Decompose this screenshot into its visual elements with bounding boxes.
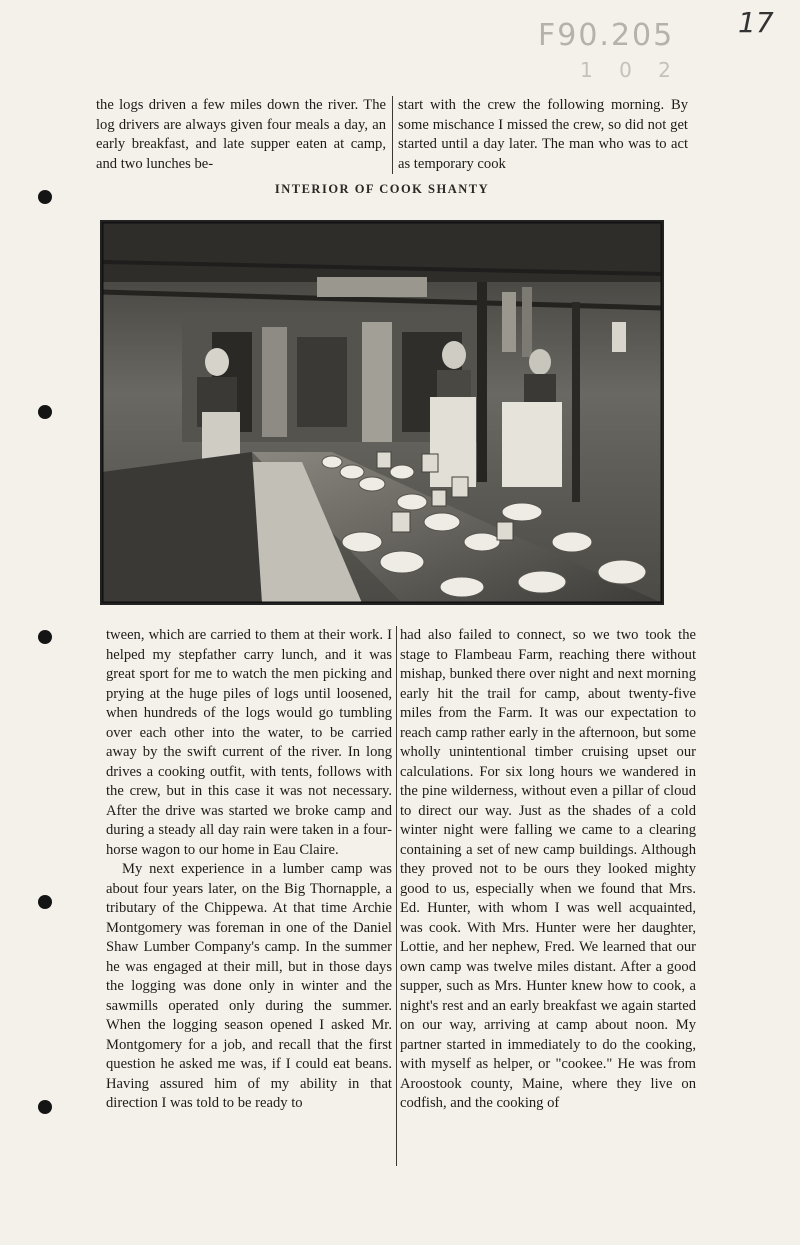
column-rule: [396, 626, 397, 1166]
punch-hole: [38, 630, 52, 644]
column-bottom-left: [106, 626, 392, 1114]
column-top-right: [398, 96, 688, 174]
punch-hole: [38, 405, 52, 419]
column-top-left: [96, 96, 386, 174]
photo-cook-shanty: [100, 220, 664, 605]
paragraph: had also failed to connect, so we two took the stage to Flambeau Farm, reaching there without mishap, bunked there over night and next morning early hit the trail for camp, about twenty-five miles from the Farm. It was our expectation to reach camp rather early in the afternoon, but some wholly unintentional timber cruising upset our calculations. For six long hours we wandered in the pine wilderness, without even a pillar of cloud to direct our way. Just as the shades of a cold winter night were falling we came to a clearing containing a set of new camp buildings. Although they proved not to be ours they looked mighty good to us, especially when we found that Mrs. Ed. Hunter, with whom I was well acquainted, was cook. With Mrs. Hunter were her daughter, Lottie, and her nephew, Fred. We learned that our own camp was twelve miles distant. After a good supper, such as Mrs. Hunter knew how to cook, a night's rest and an early breakfast we again started on our way, arriving at camp about noon. My partner started in immediately to do the cooking, with myself as helper, or "cookee." He was from Aroostook county, Maine, where they live on codfish, and the cooking of: [400, 627, 696, 1111]
column-rule: [392, 96, 393, 174]
column-bottom-right: [400, 626, 696, 1114]
photo-illustration: [102, 222, 662, 603]
paragraph: the logs driven a few miles down the river. The log drivers are always given four meals a day, an early breakfast, and late supper eaten at camp, and two lunches be-: [96, 97, 386, 172]
paragraph: My next experience in a lumber camp was about four years later, on the Big Thornapple, a tributary of the Chippewa. At that time Archie Montgomery was foreman in one of the Daniel Shaw Lumber Company's camp. In the summer he was engaged at their mill, but in those days the logging was done only in winter and the sawmills operated only during the summer. When the logging season opened I asked Mr. Montgomery for a job, and recall that the first question he asked me was, if I could eat beans. Having assured him of my ability in that direction I was told to be ready to: [106, 861, 392, 1111]
paragraph: tween, which are carried to them at their work. I helped my stepfather carry lunch, and it was great sport for me to watch the men picking and prying at the huge piles of logs until loosened, when hundreds of the logs would go tumbling over each other into the water, to be carried away by the swift current of the river. In long drives a cooking outfit, with tents, follows with the crew, but in this case it was not necessary. After the drive was started we broke camp and during a steady all day rain were taken in a four-horse wagon to our home in Eau Claire.: [106, 627, 392, 858]
paragraph: start with the crew the following morning. By some mischance I missed the crew, so did not get started until a day later. The man who was to act as temporary cook: [398, 97, 688, 172]
archive-stamp-sub: 1 0 2: [580, 58, 681, 82]
archive-stamp: F90.205: [538, 18, 675, 53]
punch-hole: [38, 895, 52, 909]
page-number: 17: [738, 6, 774, 39]
punch-hole: [38, 1100, 52, 1114]
photo-caption: INTERIOR OF COOK SHANTY: [274, 182, 490, 196]
punch-hole: [38, 190, 52, 204]
